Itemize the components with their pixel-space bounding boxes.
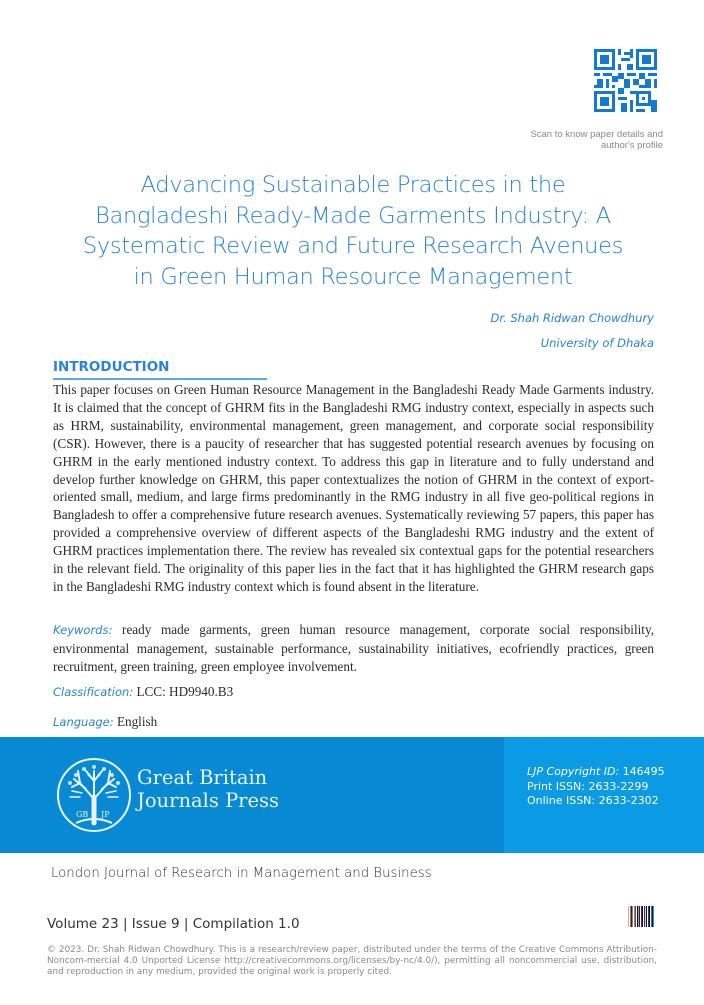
keywords-value: ready made garments, green human resource management, corporate social responsibility, environmental management, sustainable performance, sustainability initiatives, ecofriendly practices, green recruitment, green training, green employee involvement.: [53, 622, 654, 674]
print-issn: Print ISSN: 2633-2299: [527, 779, 649, 793]
language-value: English: [116, 714, 158, 729]
tree-seal-logo-icon: [56, 757, 132, 833]
qr-caption-line-2: author's profile: [600, 140, 663, 151]
title-line: Advancing Sustainable Practices in the: [140, 172, 566, 198]
classification: [53, 683, 654, 702]
paper-title: [40, 170, 666, 292]
publisher-name: [137, 766, 279, 812]
keywords: [53, 621, 654, 676]
publisher-name-line-2: Journals Press: [137, 789, 280, 812]
qr-caption: [463, 129, 663, 151]
section-divider: [53, 378, 267, 380]
author-name: Dr. Shah Ridwan Chowdhury: [490, 311, 654, 325]
classification-label: Classification:: [53, 685, 134, 699]
barcode-icon: [628, 906, 654, 927]
publication-ids: [527, 765, 665, 809]
qr-caption-line-1: Scan to know paper details and: [530, 129, 663, 140]
title-line: Systematic Review and Future Research Avenues: [82, 233, 624, 259]
section-heading: INTRODUCTION: [53, 359, 170, 375]
publisher-name-line-1: Great Britain: [137, 766, 268, 789]
copyright-id-value: 146495: [622, 765, 665, 778]
journal-name: London Journal of Research in Management and Business: [51, 866, 432, 881]
license-notice: © 2023. Dr. Shah Ridwan Chowdhury. This is a research/review paper, distributed under the terms of the Creative Commons Attribution-Noncom-mercial 4.0 Unported License http://creativecommons.org/licenses/by-nc/4.0/), permitting all noncommercial use, distribution, and reproduction in any medium, provided the original work is properly cited.: [47, 945, 657, 977]
language: [53, 713, 654, 732]
classification-value: LCC: HD9940.B3: [136, 684, 234, 699]
copyright-id-label: LJP Copyright ID:: [527, 765, 620, 778]
title-line: Bangladeshi Ready-Made Garments Industry: A: [95, 202, 611, 229]
copyright-id: [527, 765, 665, 780]
title-line: in Green Human Resource Management: [133, 263, 573, 290]
author-affiliation: University of Dhaka: [540, 336, 654, 350]
online-issn: Online ISSN: 2633-2302: [527, 794, 659, 807]
volume-issue: Volume 23 | Issue 9 | Compilation 1.0: [47, 916, 300, 932]
seal-jp: JP: [101, 810, 110, 819]
keywords-label: Keywords:: [53, 623, 113, 637]
language-label: Language:: [53, 715, 114, 729]
seal-gb: GB: [76, 810, 89, 819]
abstract-text: This paper focuses on Green Human Resource Management in the Bangladeshi Ready Made Garments industry. It is claimed that the concept of GHRM fits in the Bangladeshi RMG industry context, especially in aspects such as HRM, sustainability, environmental management, green management, and corporate social responsibility (CSR). However, there is a paucity of researcher that has suggested potential research avenues by focusing on GHRM in the early mentioned industry context. To address this gap in literature and to fully understand and develop further knowledge on GHRM, this paper contextualizes the notion of GHRM in the context of export-oriented small, medium, and large firms predominantly in the RMG industry in all five geo-political regions in Bangladesh to offer a comprehensive future research avenues. Systematically reviewing 57 papers, this paper has provided a comprehensive overview of different aspects of the Bangladeshi RMG industry and the extent of GHRM practices implementation there. The review has revealed six contextual gaps for the potential researchers in the relevant field. The originality of this paper lies in the fact that it has highlighted the GHRM research gaps in the Bangladeshi RMG industry context which is found absent in the literature.: [53, 382, 654, 594]
qr-code-icon[interactable]: [594, 48, 657, 113]
